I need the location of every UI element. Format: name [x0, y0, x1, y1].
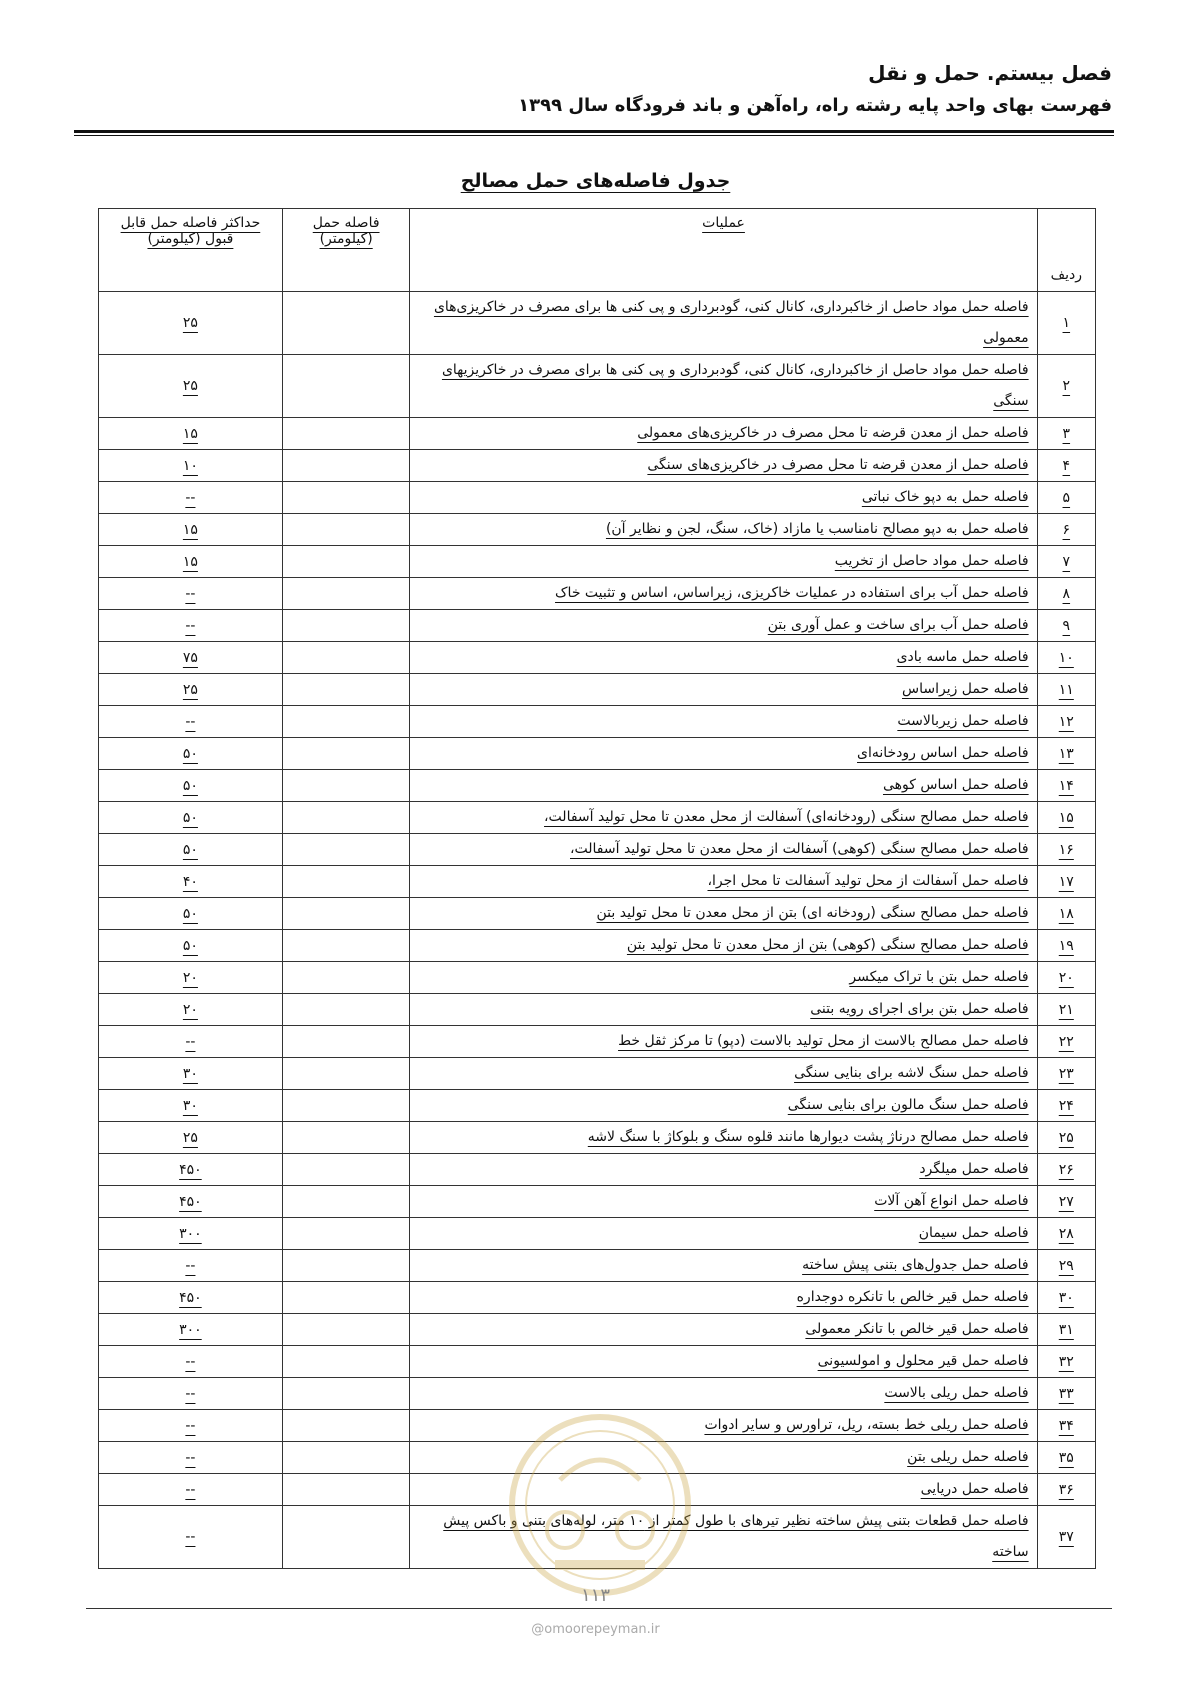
row-distance: [282, 546, 410, 578]
row-operation: فاصله حمل سنگ مالون برای بنایی سنگی: [410, 1090, 1037, 1122]
row-operation: فاصله حمل آب برای استفاده در عملیات خاکریزی، زیراساس، اساس و تثبیت خاک: [410, 578, 1037, 610]
table-row: [99, 1250, 1096, 1282]
row-number: ۳۰: [1037, 1282, 1095, 1314]
page-header: [74, 56, 1112, 122]
table-row: [99, 1122, 1096, 1154]
row-distance: [282, 866, 410, 898]
row-number: ۱۷: [1037, 866, 1095, 898]
row-number: ۱۱: [1037, 674, 1095, 706]
row-operation: فاصله حمل مصالح سنگی (رودخانه ای) بتن از محل معدن تا محل تولید بتن: [410, 898, 1037, 930]
row-operation: فاصله حمل بتن برای اجرای رویه بتنی: [410, 994, 1037, 1026]
row-max-distance: ۲۰: [99, 994, 283, 1026]
row-distance: [282, 1090, 410, 1122]
row-distance: [282, 738, 410, 770]
website-footer: @omoorepeyman.ir: [531, 1622, 660, 1637]
row-operation: فاصله حمل به دپو مصالح نامناسب یا مازاد (خاک، سنگ، لجن و نظایر آن): [410, 514, 1037, 546]
row-max-distance: ۴۵۰: [99, 1186, 283, 1218]
row-operation: فاصله حمل مواد حاصل از تخریب: [410, 546, 1037, 578]
table-row: [99, 834, 1096, 866]
row-distance: [282, 962, 410, 994]
row-max-distance: ۲۵: [99, 1122, 283, 1154]
table-row: [99, 610, 1096, 642]
row-number: ۳۴: [1037, 1410, 1095, 1442]
seal-watermark-icon: [505, 1410, 695, 1600]
row-max-distance: ۴۵۰: [99, 1282, 283, 1314]
row-number: ۲۸: [1037, 1218, 1095, 1250]
table-row: [99, 1186, 1096, 1218]
row-number: ۷: [1037, 546, 1095, 578]
row-distance: [282, 1346, 410, 1378]
row-max-distance: --: [99, 482, 283, 514]
row-number: ۳۵: [1037, 1442, 1095, 1474]
row-distance: [282, 482, 410, 514]
row-operation: فاصله حمل بتن با تراک میکسر: [410, 962, 1037, 994]
table-row: [99, 642, 1096, 674]
row-number: ۱۴: [1037, 770, 1095, 802]
row-operation: فاصله حمل ریلی بتن: [410, 1442, 1037, 1474]
row-max-distance: ۴۰: [99, 866, 283, 898]
table-row: [99, 802, 1096, 834]
row-max-distance: ۵۰: [99, 770, 283, 802]
row-distance: [282, 1282, 410, 1314]
table-header-row: [99, 209, 1096, 292]
row-number: ۸: [1037, 578, 1095, 610]
row-max-distance: --: [99, 1346, 283, 1378]
row-number: ۲۲: [1037, 1026, 1095, 1058]
table-row: [99, 482, 1096, 514]
row-max-distance: ۲۵: [99, 674, 283, 706]
row-max-distance: ۳۰۰: [99, 1314, 283, 1346]
row-distance: [282, 770, 410, 802]
row-operation: فاصله حمل اساس کوهی: [410, 770, 1037, 802]
table-row: [99, 1282, 1096, 1314]
row-number: ۱: [1037, 292, 1095, 355]
row-distance: [282, 450, 410, 482]
footer-rule: [86, 1608, 1112, 1609]
row-distance: [282, 1442, 410, 1474]
table-row: [99, 706, 1096, 738]
row-max-distance: ۲۵: [99, 355, 283, 418]
row-max-distance: ۳۰۰: [99, 1218, 283, 1250]
row-number: ۱۸: [1037, 898, 1095, 930]
table-row: [99, 962, 1096, 994]
row-distance: [282, 292, 410, 355]
row-distance: [282, 930, 410, 962]
row-distance: [282, 834, 410, 866]
row-number: ۱۰: [1037, 642, 1095, 674]
row-max-distance: ۱۵: [99, 546, 283, 578]
row-max-distance: ۵۰: [99, 738, 283, 770]
row-distance: [282, 1122, 410, 1154]
page-number: ۱۱۳: [580, 1585, 610, 1606]
row-number: ۲۰: [1037, 962, 1095, 994]
table-row: [99, 418, 1096, 450]
row-number: ۱۵: [1037, 802, 1095, 834]
row-operation: فاصله حمل قیر خالص با تانکره دوجداره: [410, 1282, 1037, 1314]
row-distance: [282, 1026, 410, 1058]
row-max-distance: --: [99, 1378, 283, 1410]
row-max-distance: ۵۰: [99, 834, 283, 866]
row-max-distance: --: [99, 1250, 283, 1282]
table-row: [99, 738, 1096, 770]
row-max-distance: ۲۵: [99, 292, 283, 355]
row-operation: فاصله حمل ریلی خط بسته، ریل، تراورس و سایر ادوات: [410, 1410, 1037, 1442]
row-operation: فاصله حمل زیراساس: [410, 674, 1037, 706]
row-distance: [282, 1218, 410, 1250]
row-number: ۲۱: [1037, 994, 1095, 1026]
row-number: ۱۶: [1037, 834, 1095, 866]
row-number: ۲: [1037, 355, 1095, 418]
table-row: [99, 450, 1096, 482]
row-distance: [282, 578, 410, 610]
row-operation: فاصله حمل از معدن قرضه تا محل مصرف در خاکریزی‌های معمولی: [410, 418, 1037, 450]
table-row: [99, 578, 1096, 610]
row-number: ۱۳: [1037, 738, 1095, 770]
row-number: ۵: [1037, 482, 1095, 514]
row-operation: فاصله حمل مصالح سنگی (کوهی) آسفالت از محل معدن تا محل تولید آسفالت،: [410, 834, 1037, 866]
row-distance: [282, 1474, 410, 1506]
row-distance: [282, 610, 410, 642]
header-rule-thick: [74, 130, 1114, 133]
row-number: ۳۲: [1037, 1346, 1095, 1378]
row-distance: [282, 802, 410, 834]
transport-distance-table: [98, 208, 1096, 1569]
row-max-distance: ۵۰: [99, 802, 283, 834]
row-max-distance: --: [99, 1410, 283, 1442]
row-number: ۳: [1037, 418, 1095, 450]
row-distance: [282, 706, 410, 738]
row-operation: فاصله حمل مصالح سنگی (کوهی) بتن از محل معدن تا محل تولید بتن: [410, 930, 1037, 962]
at-sign-icon: @: [531, 1622, 545, 1637]
row-operation: فاصله حمل مصالح بالاست از محل تولید بالاست (دپو) تا مرکز ثقل خط: [410, 1026, 1037, 1058]
row-max-distance: --: [99, 1026, 283, 1058]
row-distance: [282, 1250, 410, 1282]
row-max-distance: ۳۰: [99, 1058, 283, 1090]
row-operation: فاصله حمل آسفالت از محل تولید آسفالت تا محل اجرا،: [410, 866, 1037, 898]
row-number: ۲۴: [1037, 1090, 1095, 1122]
row-distance: [282, 642, 410, 674]
row-distance: [282, 1154, 410, 1186]
row-number: ۲۵: [1037, 1122, 1095, 1154]
row-distance: [282, 418, 410, 450]
row-number: ۲۳: [1037, 1058, 1095, 1090]
row-max-distance: --: [99, 578, 283, 610]
col-header-operations: عملیات: [410, 209, 1037, 292]
row-number: ۲۷: [1037, 1186, 1095, 1218]
table-row: [99, 1346, 1096, 1378]
row-distance: [282, 1186, 410, 1218]
row-distance: [282, 514, 410, 546]
row-operation: فاصله حمل قیر محلول و امولسیونی: [410, 1346, 1037, 1378]
table-row: [99, 674, 1096, 706]
table-row: [99, 898, 1096, 930]
row-max-distance: --: [99, 610, 283, 642]
row-operation: فاصله حمل سیمان: [410, 1218, 1037, 1250]
row-max-distance: ۲۰: [99, 962, 283, 994]
row-max-distance: ۱۵: [99, 514, 283, 546]
row-operation: فاصله حمل قیر خالص با تانکر معمولی: [410, 1314, 1037, 1346]
row-distance: [282, 1506, 410, 1569]
table-row: [99, 1378, 1096, 1410]
chapter-title: فصل بیستم. حمل و نقل: [868, 61, 1112, 85]
table-row: [99, 292, 1096, 355]
row-distance: [282, 898, 410, 930]
table-row: [99, 1058, 1096, 1090]
row-max-distance: --: [99, 1474, 283, 1506]
row-number: ۴: [1037, 450, 1095, 482]
row-operation: فاصله حمل از معدن قرضه تا محل مصرف در خاکریزی‌های سنگی: [410, 450, 1037, 482]
row-number: ۹: [1037, 610, 1095, 642]
row-distance: [282, 994, 410, 1026]
row-operation: فاصله حمل ماسه بادی: [410, 642, 1037, 674]
row-max-distance: ۷۵: [99, 642, 283, 674]
row-number: ۲۶: [1037, 1154, 1095, 1186]
row-operation: فاصله حمل سنگ لاشه برای بنایی سنگی: [410, 1058, 1037, 1090]
col-header-distance: فاصله حمل (کیلومتر): [282, 209, 410, 292]
table-row: [99, 355, 1096, 418]
row-operation: فاصله حمل مصالح درناژ پشت دیوارها مانند قلوه سنگ و بلوکاژ با سنگ لاشه: [410, 1122, 1037, 1154]
table-row: [99, 546, 1096, 578]
row-max-distance: --: [99, 706, 283, 738]
table-row: [99, 866, 1096, 898]
row-max-distance: ۵۰: [99, 898, 283, 930]
row-number: ۳۶: [1037, 1474, 1095, 1506]
row-operation: فاصله حمل به دپو خاک نباتی: [410, 482, 1037, 514]
row-max-distance: --: [99, 1506, 283, 1569]
table-body: [99, 292, 1096, 1569]
row-distance: [282, 355, 410, 418]
row-operation: فاصله حمل جدول‌های بتنی پیش ساخته: [410, 1250, 1037, 1282]
row-distance: [282, 1314, 410, 1346]
row-number: ۳۳: [1037, 1378, 1095, 1410]
row-operation: فاصله حمل آب برای ساخت و عمل آوری بتن: [410, 610, 1037, 642]
table-row: [99, 514, 1096, 546]
row-operation: فاصله حمل قطعات بتنی پیش ساخته نظیر تیرهای با طول کمتر از ۱۰ متر، لوله‌های بتنی و باکس پیش ساخته: [410, 1506, 1037, 1569]
table-row: [99, 994, 1096, 1026]
row-max-distance: ۳۰: [99, 1090, 283, 1122]
row-max-distance: ۵۰: [99, 930, 283, 962]
row-operation: فاصله حمل مواد حاصل از خاکبرداری، کانال کنی، گودبرداری و پی کنی ها برای مصرف در خاکریزیهای سنگی: [410, 355, 1037, 418]
table-row: [99, 1218, 1096, 1250]
row-operation: فاصله حمل مواد حاصل از خاکبرداری، کانال کنی، گودبرداری و پی کنی ها برای مصرف در خاکریزی‌های معمولی: [410, 292, 1037, 355]
row-max-distance: ۴۵۰: [99, 1154, 283, 1186]
row-number: ۳۷: [1037, 1506, 1095, 1569]
row-max-distance: ۱۰: [99, 450, 283, 482]
row-operation: فاصله حمل زیربالاست: [410, 706, 1037, 738]
table-title: جدول فاصله‌های حمل مصالح: [460, 170, 731, 192]
row-distance: [282, 1410, 410, 1442]
row-number: ۱۲: [1037, 706, 1095, 738]
row-operation: فاصله حمل انواع آهن آلات: [410, 1186, 1037, 1218]
row-distance: [282, 1378, 410, 1410]
row-operation: فاصله حمل مصالح سنگی (رودخانه‌ای) آسفالت از محل معدن تا محل تولید آسفالت،: [410, 802, 1037, 834]
document-subtitle: فهرست بهای واحد پایه رشته راه، راه‌آهن و باند فرودگاه سال ۱۳۹۹: [518, 95, 1112, 116]
col-header-radif: ردیف: [1037, 209, 1095, 292]
row-number: ۱۹: [1037, 930, 1095, 962]
table-row: [99, 930, 1096, 962]
table-row: [99, 1154, 1096, 1186]
row-distance: [282, 674, 410, 706]
table-row: [99, 1026, 1096, 1058]
row-max-distance: ۱۵: [99, 418, 283, 450]
col-header-max-distance: حداکثر فاصله حمل قابل قبول (کیلومتر): [99, 209, 283, 292]
row-operation: فاصله حمل ریلی بالاست: [410, 1378, 1037, 1410]
row-max-distance: --: [99, 1442, 283, 1474]
row-number: ۳۱: [1037, 1314, 1095, 1346]
header-rule-thin: [74, 135, 1114, 136]
row-operation: فاصله حمل میلگرد: [410, 1154, 1037, 1186]
row-operation: فاصله حمل دریایی: [410, 1474, 1037, 1506]
table-row: [99, 1314, 1096, 1346]
row-operation: فاصله حمل اساس رودخانه‌ای: [410, 738, 1037, 770]
table-row: [99, 770, 1096, 802]
row-number: ۲۹: [1037, 1250, 1095, 1282]
row-number: ۶: [1037, 514, 1095, 546]
table-row: [99, 1090, 1096, 1122]
row-distance: [282, 1058, 410, 1090]
